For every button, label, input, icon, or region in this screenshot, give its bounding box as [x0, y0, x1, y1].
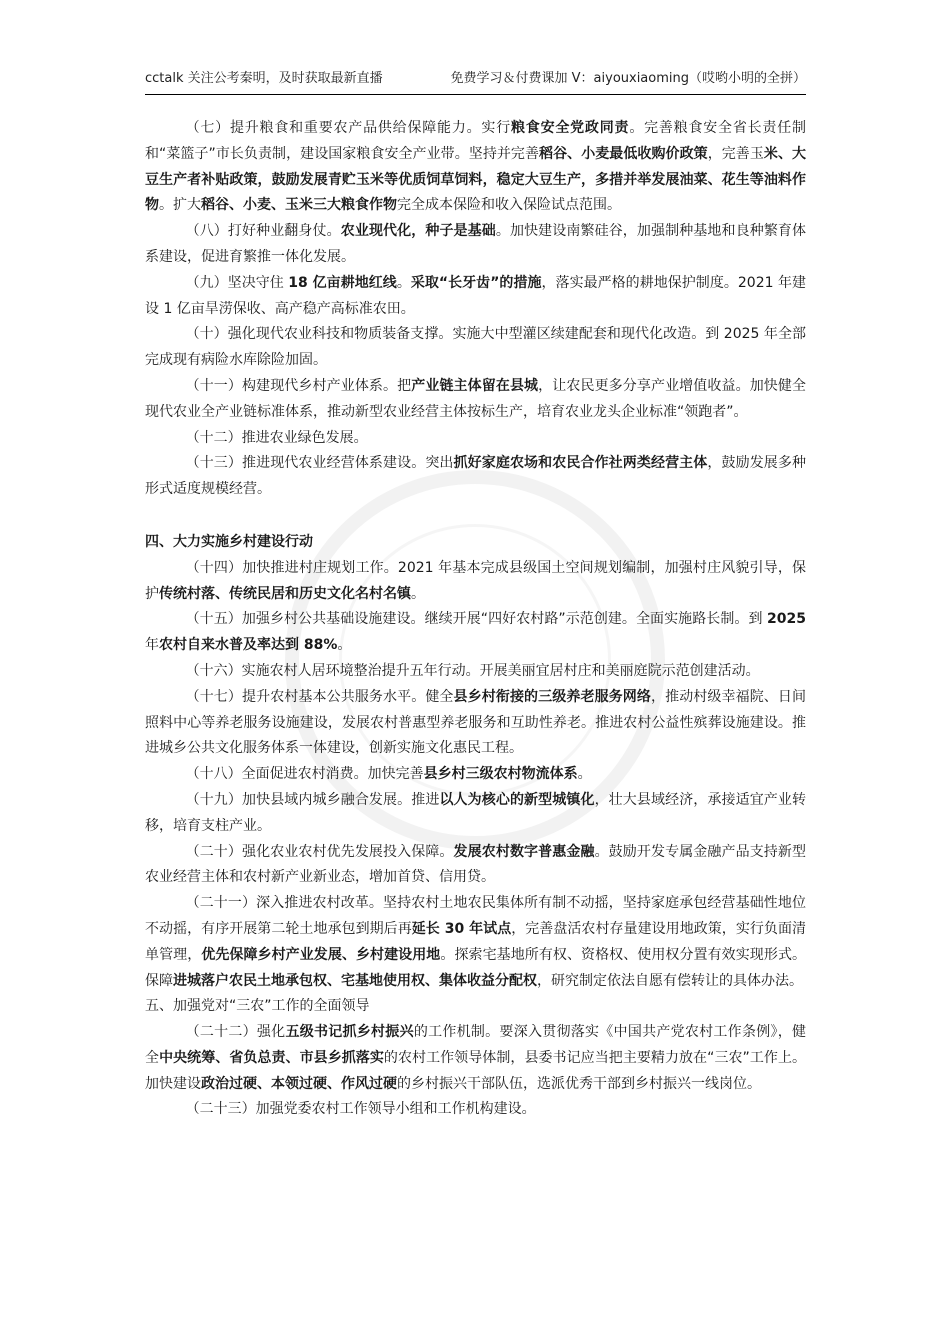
header-divider	[145, 94, 806, 95]
text-run: （十三）推进现代农业经营体系建设。突出	[185, 455, 454, 472]
text-run: 。	[337, 637, 352, 654]
bold-text: 2025	[767, 611, 806, 628]
text-run: （十九）加快县域内城乡融合发展。推进	[185, 791, 440, 808]
header-left-text: cctalk 关注公考秦明，及时获取最新直播	[145, 71, 383, 86]
body-paragraph	[145, 426, 806, 452]
bold-text: 优先保障乡村产业发展、乡村建设用地	[201, 946, 441, 963]
bold-text: 五级书记抓乡村振兴	[285, 1024, 414, 1041]
text-run: （十六）实施农村人居环境整治提升五年行动。开展美丽宜居村庄和美丽庭院示范创建活动。	[185, 662, 760, 679]
text-run: （十七）提升农村基本公共服务水平。健全	[185, 688, 454, 705]
body-paragraph	[145, 322, 806, 374]
bold-text: 政治过硬、本领过硬、作风过硬	[201, 1075, 397, 1092]
body-paragraph	[145, 116, 806, 219]
text-run: （九）坚决守住	[185, 274, 289, 291]
text-run: ，完善玉	[707, 145, 764, 162]
body-paragraph	[145, 607, 806, 659]
body-paragraph	[145, 219, 806, 271]
bold-text: 进城落户农民土地承包权、宅基地使用权、集体收益分配权	[173, 972, 537, 989]
text-run: （十）强化现代农业科技和物质装备支撑。实施大中型灌区续建配套和现代化改造。到 2025 年全部完成现有病险水库除险加固。	[145, 326, 806, 369]
text-run: （二十二）强化	[185, 1024, 286, 1041]
text-run: ，让农民更多分享产业增值收益。加快健全现代农业全产业链标准体系，推动新型农业经营主体按标生产，培育农业龙头企业标准“领跑者”。	[145, 377, 806, 420]
text-run: 五、加强党对“三农”工作的全面领导	[145, 998, 370, 1015]
bold-text: 以人为核心的新型城镇化	[439, 791, 595, 808]
bold-text: 稻谷、小麦最低收购价政策	[539, 145, 708, 162]
text-run: （二十一）深入推进农村改革。坚持农村土地农民集体所有制不动摇，坚持家庭承包经营基础性地位不动摇，有序开展第二轮土地承包到期后再	[145, 895, 806, 937]
text-run: （七）提升粮食和重要农产品供给保障能力。实行	[185, 120, 511, 136]
text-run: 。	[411, 585, 425, 602]
bold-text: 县乡村三级农村物流体系	[423, 766, 578, 783]
text-run: （八）打好种业翻身仗。	[185, 223, 341, 240]
text-run: 完全成本保险和收入保险试点范围。	[397, 197, 621, 214]
text-run: ，鼓励发展多种形式适度规模经营。	[145, 455, 807, 498]
text-run: 年	[145, 637, 159, 654]
text-run: 的乡村振兴干部队伍，选派优秀干部到乡村振兴一线岗位。	[397, 1075, 761, 1092]
bold-text: 中央统筹、省负总责、市县乡抓落实	[159, 1049, 384, 1066]
body-paragraph	[145, 788, 806, 840]
text-run: ，壮大县域经济，承接适宜产业转移，培育支柱产业。	[145, 791, 807, 834]
bold-text: 农业现代化，种子是基础	[340, 223, 496, 240]
bold-text: 县乡村衔接的三级养老服务网络	[453, 688, 651, 705]
text-run: 。	[396, 274, 411, 291]
text-run: 。	[577, 766, 592, 783]
text-run: ，推动村级幸福院、日间照料中心等养老服务设施建设，发展农村普惠型养老服务和互助性养老。推进农村公益性殡葬设施建设。推进城乡公共文化服务体系一体建设，创新实施文化惠民工程。	[145, 688, 807, 757]
body-paragraph	[145, 271, 806, 323]
text-run: ，落实最严格的耕地保护制度。2021 年建设 1 亿亩旱涝保收、高产稳产高标准农田。	[145, 274, 807, 317]
bold-text: 稻谷、小麦、玉米三大粮食作物	[201, 197, 397, 214]
bold-text: 四、大力实施乡村建设行动	[145, 533, 313, 550]
body-paragraph	[145, 762, 806, 788]
bold-text: 18 亿亩耕地红线	[288, 274, 397, 291]
text-run: （十五）加强乡村公共基础设施建设。继续开展“四好农村路”示范创建。全面实施路长制。到	[185, 611, 768, 628]
body-paragraph	[145, 374, 806, 426]
body-paragraph	[145, 556, 806, 608]
bold-text: 米、大豆生产者补贴政策，鼓励发展青贮玉米等优质饲草饲料，稳定大豆生产，多措并举发展油菜、花生等油料作物	[145, 145, 807, 214]
header-right-text: 免费学习＆付费课加 V：aiyouxiaoming（哎哟小明的全拼）	[450, 71, 806, 86]
text-run: 的农村工作领导体制，县委书记应当把主要精力放在“三农”工作上。加快建设	[145, 1049, 807, 1092]
text-run: 。完善粮食安全省长责任制和“菜篮子”市长负责制，建设国家粮食安全产业带。坚持并完善	[145, 120, 807, 162]
text-run: （二十）强化农业农村优先发展投入保障。	[185, 843, 454, 860]
bold-text: 延长 30 年试点	[411, 920, 512, 937]
text-run: 的工作机制。要深入贯彻落实《中国共产党农村工作条例》，健全	[145, 1024, 807, 1066]
body-paragraph	[145, 685, 806, 762]
bold-text: 传统村落、传统民居和历史文化名村名镇	[159, 585, 411, 602]
text-run: ，完善盘活农村存量建设用地政策，实行负面清单管理，	[145, 920, 807, 963]
section-gap	[145, 503, 806, 530]
bold-text: 粮食安全党政同责	[510, 120, 630, 136]
body-paragraph	[145, 1097, 806, 1123]
body-paragraph	[145, 659, 806, 685]
text-run: 。鼓励开发专属金融产品支持新型农业经营主体和农村新产业新业态，增加首贷、信用贷。	[145, 843, 807, 886]
body-paragraph	[145, 840, 806, 892]
page-header	[145, 70, 806, 90]
text-run: 。探索宅基地所有权、资格权、使用权分置有效实现形式。保障	[145, 946, 807, 989]
body-paragraph	[145, 891, 806, 994]
body-paragraph	[145, 451, 806, 503]
section-heading	[145, 530, 806, 556]
bold-text: 产业链主体留在县城	[411, 377, 539, 394]
text-run: （二十三）加强党委农村工作领导小组和工作机构建设。	[185, 1101, 536, 1118]
document-body	[145, 116, 806, 1123]
section-heading	[145, 994, 806, 1020]
bold-text: 农村自来水普及率达到 88%	[159, 637, 338, 654]
text-run: 。加快建设南繁硅谷，加强制种基地和良种繁育体系建设，促进育繁推一体化发展。	[145, 223, 807, 265]
bold-text: 采取“长牙齿”的措施	[410, 274, 542, 291]
bold-text: 抓好家庭农场和农民合作社两类经营主体	[453, 455, 708, 472]
text-run: （十二）推进农业绿色发展。	[185, 429, 368, 446]
text-run: （十四）加快推进村庄规划工作。2021 年基本完成县级国土空间规划编制，加强村庄风貌引导，保护	[145, 559, 806, 602]
text-run: ，研究制定依法自愿有偿转让的具体办法。	[537, 972, 803, 989]
bold-text: 发展农村数字普惠金融	[453, 843, 595, 860]
text-run: （十八）全面促进农村消费。加快完善	[185, 766, 424, 783]
body-paragraph	[145, 1020, 806, 1097]
text-run: （十一）构建现代乡村产业体系。把	[185, 377, 412, 394]
text-run: 。扩大	[159, 197, 201, 214]
